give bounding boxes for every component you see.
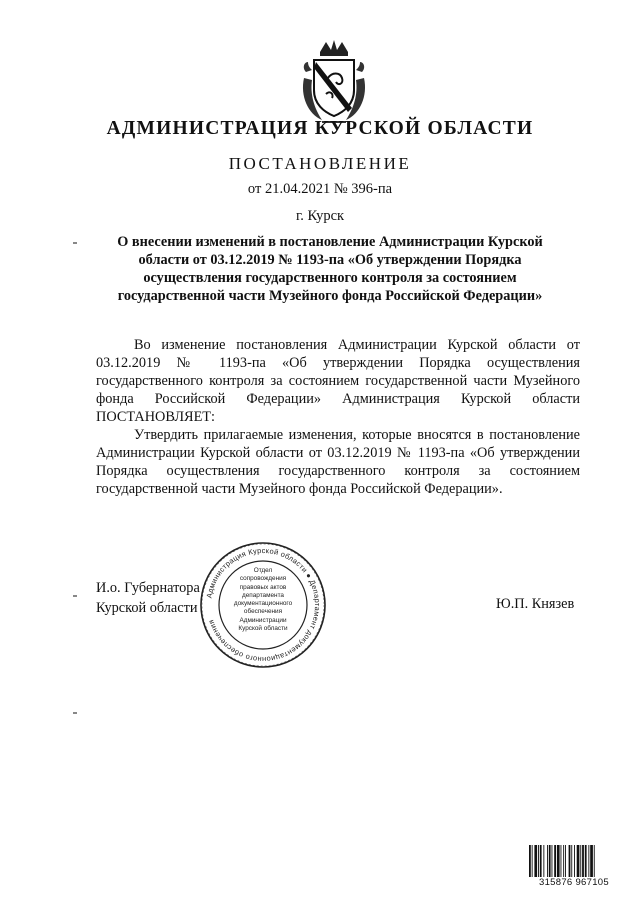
signatory-position	[96, 578, 200, 618]
barcode-bar	[585, 845, 587, 879]
barcode-bar	[574, 845, 575, 879]
barcode-number: 315876 967105	[526, 877, 622, 888]
barcode-bar	[543, 845, 544, 879]
barcode-bar	[561, 845, 562, 879]
seal-line: Администрации	[239, 616, 287, 624]
barcode-bar	[569, 845, 571, 879]
document-type: ПОСТАНОВЛЕНИЕ	[228, 154, 412, 173]
barcode-bar	[549, 845, 551, 879]
body-paragraph: Во изменение постановления Администрации Курской области от 03.12.2019 № 1193-па «Об утверждении Порядка осуществления государственного контроля за состоянием государственной части Музейного фонда Российской Федерации» Администрация Курской области ПОСТАНОВЛЯЕТ:	[96, 337, 580, 425]
barcode-bar	[563, 845, 564, 879]
subject-line: осуществления государственного контроля за состоянием	[143, 270, 517, 286]
seal-line: Курской области	[238, 625, 288, 633]
margin-mark	[73, 712, 77, 714]
barcode-bar	[565, 845, 566, 879]
barcode-bar	[588, 845, 589, 879]
subject-line: области от 03.12.2019 № 1193-па «Об утверждении Порядка	[138, 252, 522, 268]
barcode-bar	[582, 845, 584, 879]
seal-center-text	[224, 567, 302, 633]
barcode-bar	[534, 845, 537, 879]
document-subject	[100, 233, 560, 305]
barcode-bar	[529, 845, 531, 879]
signatory-position-line: И.о. Губернатора	[96, 580, 200, 596]
subject-line: государственной части Музейного фонда Российской Федерации»	[117, 288, 543, 304]
barcode-bar	[594, 845, 595, 879]
barcode-bar	[557, 845, 560, 879]
document-city: г. Курск	[295, 208, 345, 224]
coat-of-arms-icon	[298, 38, 370, 126]
barcode-bar	[547, 845, 548, 879]
seal-line: департамента	[241, 591, 284, 599]
barcode-bar	[571, 845, 572, 879]
document-date-number: от 21.04.2021 № 396-па	[247, 181, 393, 197]
barcode-bar	[590, 845, 593, 879]
organization-title: АДМИНИСТРАЦИЯ КУРСКОЙ ОБЛАСТИ	[106, 118, 534, 139]
margin-mark	[73, 242, 77, 244]
signatory-position-line: Курской области	[96, 600, 198, 616]
seal-line: сопровождения	[239, 575, 287, 583]
barcode-bar	[554, 845, 556, 879]
document-body	[96, 336, 580, 498]
body-paragraph: Утвердить прилагаемые изменения, которые вносятся в постановление Администрации Курской области от 03.12.2019 № 1193-па «Об утверждении Порядка осуществления государственного контроля за состоянием государственной части Музейного фонда Российской Федерации».	[96, 427, 580, 497]
barcode-bar	[538, 845, 539, 879]
seal-line: Отдел	[253, 567, 273, 574]
barcode-bar	[580, 845, 581, 879]
signatory-name: Ю.П. Князев	[496, 596, 575, 612]
barcode-bar	[552, 845, 553, 879]
seal-line: правовых актов	[239, 583, 287, 591]
barcode-bar	[532, 845, 533, 879]
barcode-bar	[577, 845, 580, 879]
seal-line: документационного	[233, 600, 293, 608]
subject-line: О внесении изменений в постановление Администрации Курской	[117, 234, 543, 250]
margin-mark	[73, 595, 77, 597]
seal-line: обеспечения	[243, 608, 283, 616]
svg-text:Администрация Курской области: Администрация Курской области ● Департамент документационного обеспечения	[204, 545, 323, 665]
barcode-bar	[540, 845, 542, 879]
